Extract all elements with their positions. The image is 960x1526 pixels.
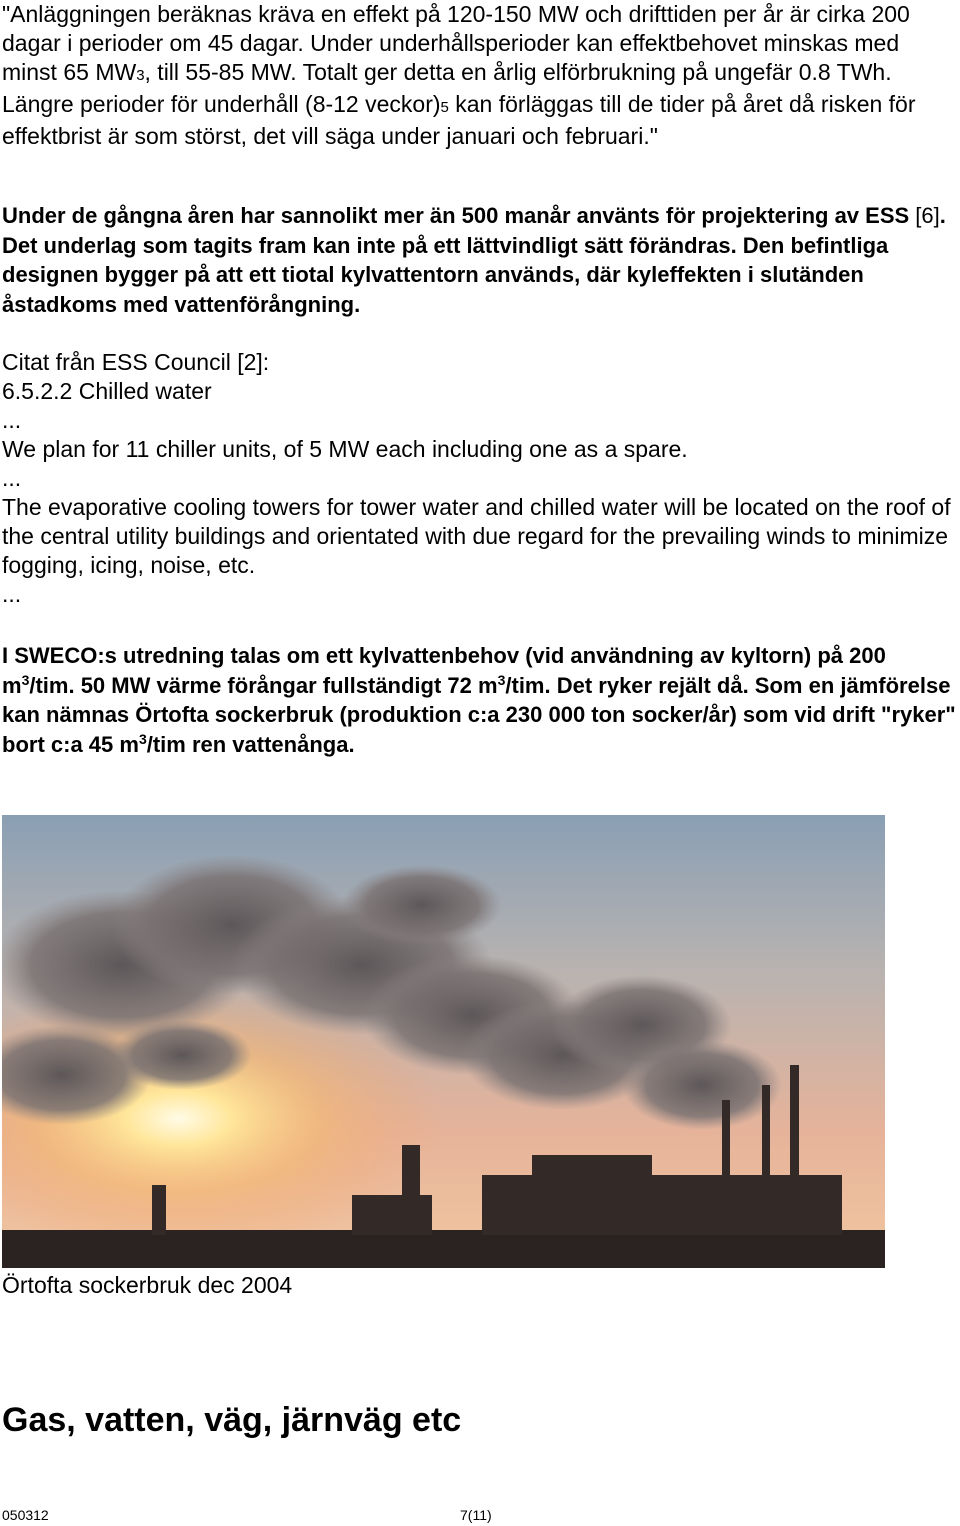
ess-text-a: Under de gångna åren har sannolikt mer än 500 manår använts för projektering av ESS [2, 203, 916, 228]
citation-ellipsis: ... [2, 407, 22, 433]
reference-6: [6] [915, 203, 940, 228]
section-heading: Gas, vatten, väg, järnväg etc [2, 1401, 462, 1439]
quote-paragraph [2, 0, 958, 151]
citation-intro: Citat från ESS Council [2]: [2, 349, 270, 375]
sweco-text-a: I SWECO:s utredning talas om ett kylvattenbehov (vid användning av kyltorn) på 200 m [2, 643, 886, 698]
sugar-mill-smoke-photo [2, 815, 885, 1268]
footer-date: 050312 [2, 1507, 49, 1523]
footer-page-number: 7(11) [460, 1507, 492, 1523]
citation-ellipsis: ... [2, 465, 22, 491]
ess-council-citation [2, 348, 958, 609]
superscript-3: 3 [497, 671, 506, 688]
citation-section: 6.5.2.2 Chilled water [2, 378, 212, 404]
sweco-text-b: /tim. 50 MW värme förångar fullständigt 72 m [29, 672, 498, 698]
sweco-text-d: /tim ren vattenånga. [146, 731, 355, 757]
quote-text-b: , till 55-85 MW. Totalt ger detta en årlig elförbrukning på ungefär 0.8 TWh. Längre perioder för underhåll (8-12 veckor) [2, 59, 892, 117]
superscript-3: 3 [21, 671, 30, 688]
superscript-3: 3 [138, 730, 147, 747]
sweco-text-c: /tim. Det ryker rejält då. Som en jämförelse kan nämnas Örtofta sockerbruk (produktion c:a 230 000 ton socker/år) som vid drift "ryker" bort c:a 45 m [2, 672, 956, 757]
photo-caption: Örtofta sockerbruk dec 2004 [2, 1272, 293, 1298]
citation-ellipsis: ... [2, 581, 22, 607]
sweco-paragraph [2, 641, 958, 759]
ess-projection-paragraph [2, 201, 958, 319]
quote-text-a: "Anläggningen beräknas kräva en effekt på 120-150 MW och drifttiden per år är cirka 200 dagar i perioder om 45 dagar. Under underhållsperioder kan effektbehovet minskas med minst 65 MW [2, 1, 910, 85]
quote-text-c: kan förläggas till de tider på året då risken för effektbrist är som störst, det vill säga under januari och februari." [2, 91, 916, 149]
ess-text-b: . Det underlag som tagits fram kan inte på ett lättvindligt sätt förändras. Den befintliga designen bygger på att ett tiotal kylvattentorn används, där kyleffekten i slutänden åstadkoms med vattenförångning. [2, 203, 946, 317]
quote-footnote-5: 5 [440, 99, 449, 116]
citation-cooling-towers-line: The evaporative cooling towers for tower water and chilled water will be located on the roof of the central utility buildings and orientated with due regard for the prevailing winds to minimize fogging, icing, noise, etc. [2, 494, 951, 578]
citation-chiller-line: We plan for 11 chiller units, of 5 MW each including one as a spare. [2, 436, 688, 462]
quote-footnote-3: 3 [136, 67, 145, 84]
